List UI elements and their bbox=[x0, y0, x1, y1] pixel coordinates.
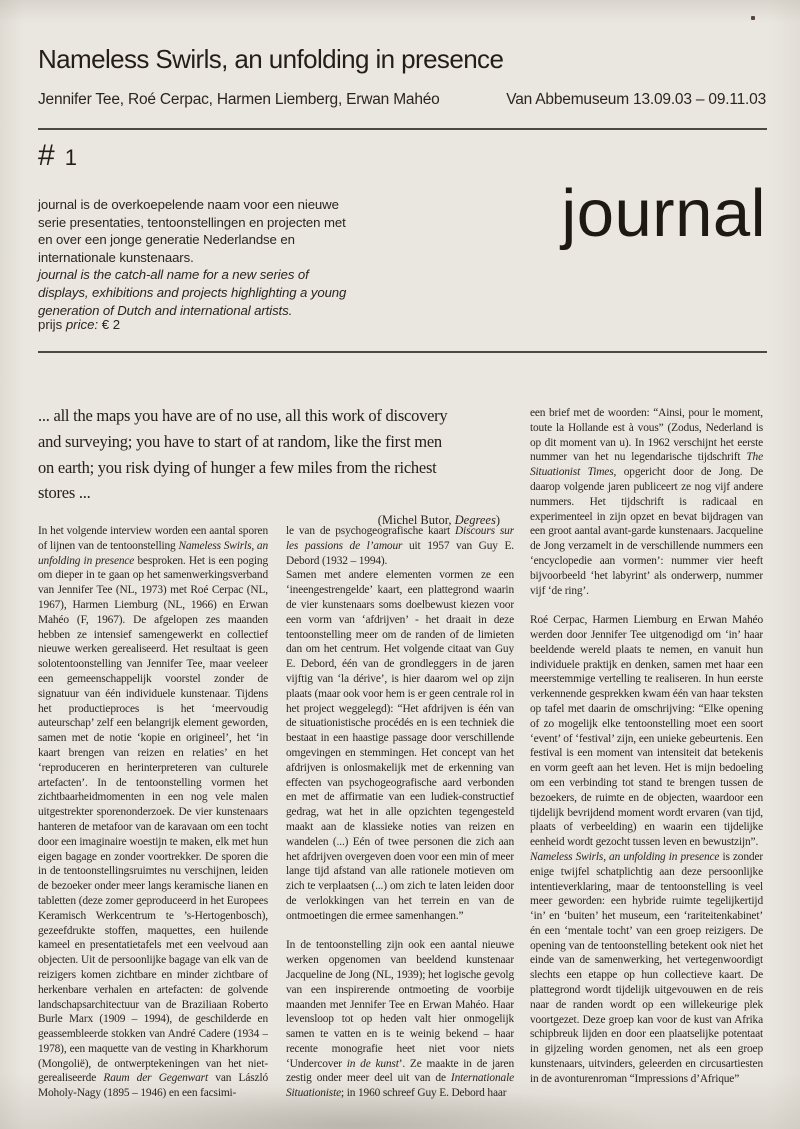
page-title: Nameless Swirls, an unfolding in presence bbox=[38, 44, 504, 74]
article-column-2: le van de psychogeografische kaart Discours sur les passions de l’amour uit 1957 van Guy E. Debord (1932 – 1994). Samen met andere elementen vormen ze een ‘ineengestrengelde’ kaart, een plattegrond waarin de vier kunstenaars soms doelbewust kiezen voor een vorm van ‘afdrijven’ - het draait in deze tentoonstelling meer om de randen of de limieten dan om het centrum. Het volgende citaat van Guy E. Debord, één van de grondleggers in de jaren vijftig van ‘la dérive’, is hier daarom wel op zijn plaats (maar ook voor hem is er geen centrale rol in het project weggelegd): “Het afdrijven is één van de situationistische procédés en is een techniek die bestaat in een haastige passage door verschillende omgevingen en stemmingen. Het concept van het afdrijven is onlosmakelijk met de erkenning van effecten van psychogeografische aard verbonden en met de affirmatie van een ludiek-constructief gedrag, wat het in alle opzichten tegengesteld maakt aan de klassieke noties van reizen en wandelen (...) Eén of twee personen die zich aan het afdrijven overgeven doen voor een min of meer lange tijd afstand van alle rationele motieven om zich te verplaatsen (...) om zich te laten leiden door de verlokkingen van het terrein en van de ontmoetingen die ermee samenhangen.” In de tentoonstelling zijn ook een aantal nieuwe werken opgenomen van beeldend kunstenaar Jacqueline de Jong (NL, 1939); het logische gevolg van een inspirerende ontmoeting de voorbije maanden met Jennifer Tee en Erwan Mahéo. Haar levensloop tot op heden valt hier onmogelijk samen te vatten en is te weinig bekend – haar recente monografie heet niet voor niets ‘Undercover in de kunst’. Ze maakte in de jaren zestig onder meer deel uit van de Internationale Situationiste; in 1960 schreef Guy E. Debord haar bbox=[286, 525, 514, 1100]
article-column-1: In het volgende interview worden een aantal sporen of lijnen van de tentoonstelling Nameless Swirls, an unfolding in presence besproken. Het is een poging om dieper in te gaan op het samenwerkingsverband van Jennifer Tee (NL, 1973) met Roé Cerpac (NL, 1967), Harmen Liemburg (NL, 1966) en Erwan Mahéo (F, 1967). De afgelopen zes maanden hebben ze intensief samengewerkt en collectief nieuwe werken gerealiseerd. Het resultaat is geen solotentoonstelling van Jennifer Tee, maar veeleer een gemeenschappelijk voorstel zonder de signatuur van één individuele kunstenaar. Tijdens het productieproces is het ‘meervoudig auteurschap’ zelf een belangrijk element geworden, samen met de notie ‘kopie en origineel’, het ‘in kaart brengen van reizen en relaties’ en het ‘reproduceren en herinterpreteren van culturele artefacten’. In de tentoonstelling vormen het zichtbaarheidmomenten in een nog vele malen uitgestrekter sporenonderzoek. De vier kunstenaars hanteren de metafoor van de karavaan om een tocht door een imaginaire woestijn te maken, elk met hun eigen bagage en zonder voortrekker. De sporen die in de tentoonstellingsruimtes nu verschijnen, leiden de bezoeker onder meer langs keramische lianen en tabletten (deze zomer geproduceerd in het Europees Keramisch Werkcentrum te ’s-Hertogenbosch), gezeefdrukte stoffen, maquettes, een huilende kameel en presentatietafels met een veelvoud aan objecten. Uit de persoonlijke bagage van elk van de reizigers komen zichtbare en minder zichtbare of herkenbare verhalen en artefacten: de golvende landschapsarchitectuur van de Braziliaan Roberto Burle Marx (1909 – 1994), de geschilderde en geassembleerde stokken van André Cadere (1934 – 1978), een maquette van de vesting in Kharkhorum (Mongolië), de ontwerptekeningen van het niet-gerealiseerde Raum der Gegenwart van László Moholy-Nagy (1895 – 1946) en een facsimi- bbox=[38, 525, 268, 1100]
article-column-3: een brief met de woorden: “Ainsi, pour le moment, toute la Hollande est à vous” (Zodus, Nederland is op dit moment van u). In 1962 verschijnt het eerste nummer van het nu legendarische tijdschrift The Situationist Times, opgericht door de Jong. De daarop volgende jaren publiceert ze nog vijf andere nummers. Het tijdschrift is radicaal en experimenteel in zijn opzet en bevat bijdragen van een groot aantal avant-garde kunstenaars. Jacqueline de Jong verzamelt in de verschillende nummers een ‘encyclopedie aan vormen’: nummer vier heeft bijvoorbeeld ‘het labyrint’ als onderwerp, nummer vijf ‘de ring’. Roé Cerpac, Harmen Liemburg en Erwan Mahéo werden door Jennifer Tee uitgenodigd om ‘in’ haar beeldende wereld plaats te nemen, en vanuit hun individuele praktijk en denken, samen met haar een meerstemmige vertelling te realiseren. In hun eerste verkennende gesprekken kwam één van haar teksten op tafel met daarin de omschrijving: “Elke opening of zo mogelijk elke tentoonstelling moet een soort ‘event’ of ‘festival’ zijn, een unieke gebeurtenis. Een festival is een moment van intensiteit dat betekenis en vorm geeft aan het leven. Het is mijn bedoeling om een verbinding tot stand te brengen tussen de bezoekers, de ruimte en de objecten, waardoor een tijdelijk bevrijdend moment wordt ervaren (van tijd, plaats of verbeelding) en waarin een tijdelijke eenheid wordt gezocht tussen leven en bewustzijn”. Nameless Swirls, an unfolding in presence is zonder enige twijfel schatplichtig aan deze persoonlijke intentieverklaring, maar de tentoonstelling is veel meer geworden: een hybride ruimte tegelijkertijd ‘in’ en ‘buiten’ het museum, een ‘rariteitenkabinet’ én een ‘mentale tocht’ van een groep reizigers. De opening van de tentoonstelling betekent ook niet het einde van de samenwerking, het vertegenwoordigt slechts een etappe op hun collectieve kaart. De plattegrond wordt tijdelijk uitgevouwen en de reis naar de randen wordt op een willekeurige plek voortgezet. Deze groep kan voor de kust van Afrika schipbreuk lijden en door een plaatselijke potentaat in gijzeling worden genomen, net als een groep kunstenaars, uitvinders, geleerden en circusartiesten in de avonturenroman “Impressions d’Afrique” bbox=[530, 407, 763, 1085]
about-journal-english: journal is the catch-all name for a new series of displays, exhibitions and projects highlighting a young generation of Dutch and international artists. bbox=[38, 267, 347, 318]
pull-quote bbox=[38, 403, 518, 528]
price-line: prijs price: € 2 bbox=[38, 317, 121, 332]
header-divider bbox=[38, 128, 767, 130]
section-divider bbox=[38, 351, 767, 353]
scan-speck bbox=[751, 16, 755, 20]
byline-row bbox=[38, 91, 766, 109]
venue-dates: Van Abbemuseum 13.09.03 – 09.11.03 bbox=[506, 91, 766, 108]
journal-wordmark: journal bbox=[561, 176, 766, 251]
issue-number bbox=[38, 139, 77, 173]
pull-quote-text: ... all the maps you have are of no use, all this work of discovery and surveying; you have to start of at random, like the first men on earth; you risk dying of hunger a few miles from the richest stores ... bbox=[38, 406, 448, 503]
pull-quote-attribution: (Michel Butor, Degrees) bbox=[377, 513, 500, 528]
issue-hash-glyph: # bbox=[38, 139, 55, 172]
about-journal bbox=[38, 196, 352, 319]
issue-number-value: 1 bbox=[64, 145, 77, 170]
artists-line: Jennifer Tee, Roé Cerpac, Harmen Liemberg, Erwan Mahéo bbox=[38, 91, 440, 108]
about-journal-dutch: journal is de overkoepelende naam voor een nieuwe serie presentaties, tentoonstellingen en projecten met en over een jonge generatie Nederlandse en internationale kunstenaars. bbox=[38, 197, 346, 265]
